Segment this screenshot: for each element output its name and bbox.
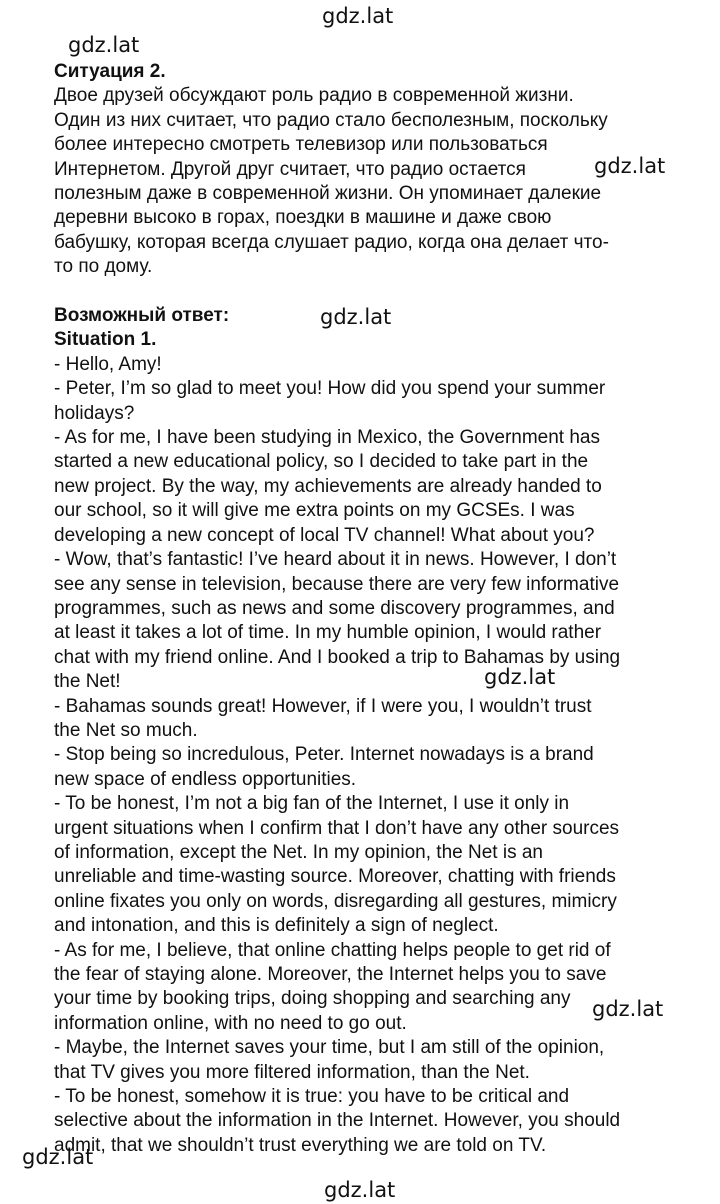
watermark-center-upper: gdz.lat [320, 305, 392, 329]
dialogue-line: developing a new concept of local TV channel! What about you? [54, 524, 595, 546]
situation-2-description [54, 84, 694, 279]
dialogue-line: new project. By the way, my achievements are already handed to [54, 475, 602, 497]
text-line: то по дому. [54, 256, 153, 278]
dialogue-line: - As for me, I believe, that online chatting helps people to get rid of [54, 939, 611, 961]
watermark-top-left: gdz.lat [68, 33, 140, 57]
dialogue-line: started a new educational policy, so I decided to take part in the [54, 451, 589, 473]
dialogue-line: - Bahamas sounds great! However, if I were you, I wouldn’t trust [54, 695, 592, 717]
possible-answer-heading: Возможный ответ: [54, 305, 230, 327]
dialogue-line: urgent situations when I confirm that I don’t have any other sources [54, 817, 620, 839]
dialogue-line: - Hello, Amy! [54, 353, 162, 375]
dialogue-line: at least it takes a lot of time. In my humble opinion, I would rather [54, 622, 602, 644]
watermark-top: gdz.lat [322, 4, 394, 28]
text-line: Двое друзей обсуждают роль радио в современной жизни. [54, 85, 574, 107]
dialogue-line: - Peter, I’m so glad to meet you! How did you spend your summer [54, 378, 606, 400]
dialogue-line: new space of endless opportunities. [54, 768, 357, 790]
text-line: полезным даже в современной жизни. Он упоминает далекие [54, 183, 602, 205]
document-body [54, 60, 694, 1158]
dialogue [54, 353, 694, 1158]
dialogue-line: holidays? [54, 402, 135, 424]
dialogue-line: and intonation, and this is definitely a sign of neglect. [54, 915, 499, 937]
text-line: Один из них считает, что радио стало бесполезным, поскольку [54, 109, 608, 131]
dialogue-line: our school, so it will give me extra points on my GCSEs. I was [54, 500, 575, 522]
situation-2-heading: Ситуация 2. [54, 61, 166, 82]
dialogue-line: the Net so much. [54, 719, 198, 741]
dialogue-line: unreliable and time-wasting source. Moreover, chatting with friends [54, 866, 616, 888]
dialogue-line: that TV gives you more filtered information, than the Net. [54, 1061, 530, 1083]
dialogue-line: online fixates you only on words, disregarding all gestures, mimicry [54, 890, 617, 912]
dialogue-line: - To be honest, I’m not a big fan of the Internet, I use it only in [54, 793, 570, 815]
dialogue-line: see any sense in television, because there are very few informative [54, 573, 620, 595]
text-line: бабушку, которая всегда слушает радио, когда она делает что- [54, 231, 609, 253]
dialogue-line: the fear of staying alone. Moreover, the Internet helps you to save [54, 964, 607, 986]
situation-1-label: Situation 1. [54, 329, 157, 351]
dialogue-line: selective about the information in the Internet. However, you should [54, 1110, 621, 1132]
dialogue-line: programmes, such as news and some discovery programmes, and [54, 597, 615, 619]
watermark-bottom-left: gdz.lat [22, 1145, 94, 1169]
watermark-right-upper: gdz.lat [594, 154, 666, 178]
dialogue-line: - Wow, that’s fantastic! I’ve heard about it in news. However, I don’t [54, 549, 617, 571]
dialogue-line: - To be honest, somehow it is true: you have to be critical and [54, 1086, 570, 1108]
dialogue-line: - As for me, I have been studying in Mexico, the Government has [54, 427, 600, 449]
dialogue-line: of information, except the Net. In my opinion, the Net is an [54, 841, 543, 863]
dialogue-line: admit, that we shouldn’t trust everything we are told on TV. [54, 1134, 547, 1156]
text-line: деревни высоко в горах, поездки в машине и даже свою [54, 207, 552, 229]
dialogue-line: your time by booking trips, doing shopping and searching any [54, 988, 571, 1010]
dialogue-line: information online, with no need to go out. [54, 1012, 407, 1034]
watermark-bottom: gdz.lat [324, 1178, 396, 1202]
paragraph-spacer [54, 280, 694, 304]
dialogue-line: - Stop being so incredulous, Peter. Internet nowadays is a brand [54, 744, 594, 766]
text-line: более интересно смотреть телевизор или пользоваться [54, 134, 548, 156]
watermark-center-middle: gdz.lat [484, 665, 556, 689]
watermark-right-lower: gdz.lat [592, 997, 664, 1021]
dialogue-line: - Maybe, the Internet saves your time, but I am still of the opinion, [54, 1037, 605, 1059]
dialogue-line: the Net! [54, 671, 121, 693]
dialogue-line: chat with my friend online. And I booked a trip to Bahamas by using [54, 646, 621, 668]
text-line: Интернетом. Другой друг считает, что радио остается [54, 158, 526, 180]
